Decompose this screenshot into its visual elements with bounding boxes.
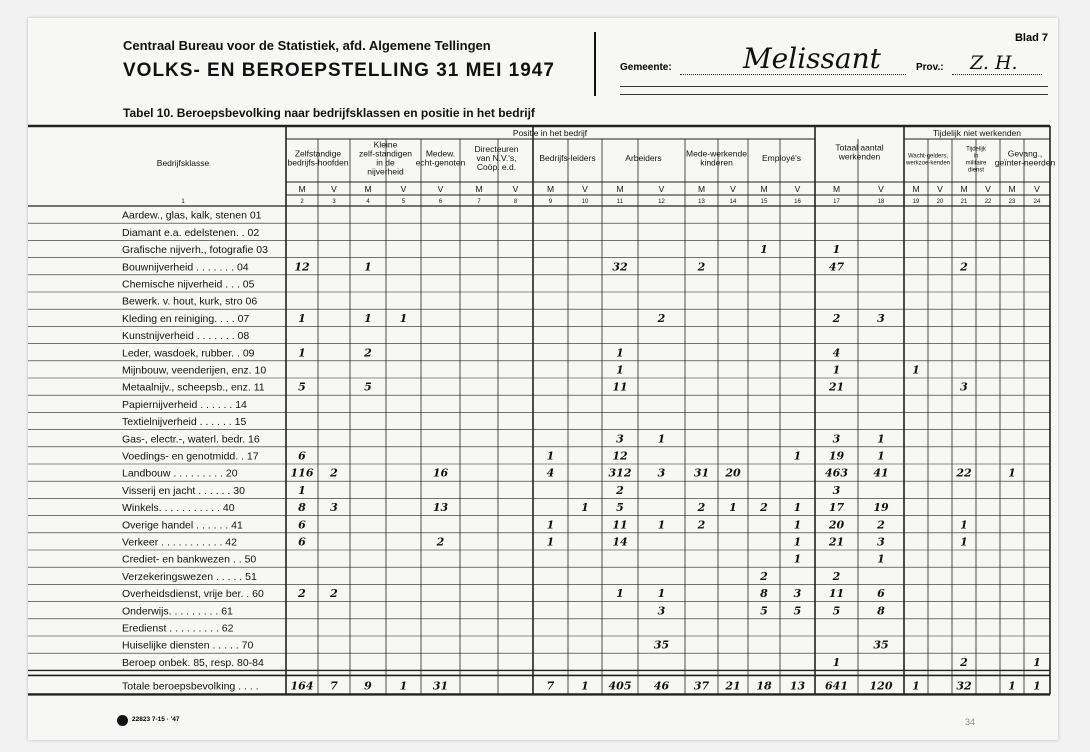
table-grid [28,18,1058,740]
office-heading: Centraal Bureau voor de Statistiek, afd. Algemene Tellingen [123,38,491,53]
row-label: Eredienst . . . . . . . . . 62 [122,622,234,635]
cell-value: 6 [298,449,306,463]
column-group-label-line: Wacht-gelders, [907,153,949,160]
row-label: Winkels. . . . . . . . . . . 40 [122,502,235,515]
totals-value: 7 [330,679,338,693]
totals-value: 1 [581,679,589,693]
column-group-label-line: Zelfstandige [294,148,342,159]
cell-value: 13 [432,501,449,515]
cell-value: 1 [832,655,841,669]
page-note: 34 [965,717,976,727]
sex-subheader: V [730,184,736,194]
census-form-sheet [28,18,1058,740]
column-number: 3 [332,199,336,205]
cell-value: 2 [330,587,338,601]
cell-value: 2 [832,569,841,583]
cell-value: 3 [877,311,885,325]
cell-value: 1 [616,587,624,601]
totals-value: 641 [825,679,848,693]
cell-value: 1 [793,518,802,532]
row-label: Metaalnijv., scheepsb., enz. 11 [122,381,265,394]
sex-subheader: V [437,184,444,194]
sex-subheader: M [298,184,306,194]
row-label: Textielnijverheid . . . . . . 15 [122,416,247,429]
cell-value: 2 [364,346,372,360]
cell-value: 11 [828,587,845,601]
cell-value: 1 [877,432,885,446]
cell-value: 2 [330,466,338,480]
totals-label: Totale beroepsbevolking . . . . [122,680,259,693]
census-title: VOLKS- EN BEROEPSTELLING 31 MEI 1947 [123,60,555,81]
row-label: Chemische nijverheid . . . 05 [122,278,255,291]
cell-value: 2 [697,260,706,274]
column-number: 17 [833,199,840,205]
cell-value: 3 [832,483,841,497]
column-number: 19 [912,199,920,205]
sex-subheader: V [985,184,991,194]
row-label: Visserij en jacht . . . . . . 30 [122,484,245,497]
sex-subheader: V [937,184,943,194]
column-number: 13 [698,199,705,205]
cell-value: 1 [657,432,666,446]
cell-value: 32 [612,260,628,274]
sex-subheader: M [832,184,841,194]
cell-value: 2 [760,569,768,583]
sex-subheader: V [331,184,337,194]
municipality-label: Gemeente: [620,62,672,73]
column-number: 16 [794,199,801,205]
cell-value: 19 [828,449,845,463]
cell-value: 21 [828,535,845,549]
cell-value: 5 [793,604,802,618]
row-label: Crediet- en bankwezen . . 50 [122,553,257,566]
totals-value: 1 [912,679,920,693]
province-value: Z. H. [970,52,1018,74]
cell-value: 31 [693,466,710,480]
sex-subheader: M [616,184,624,194]
column-number: 7 [477,199,481,205]
cell-value: 116 [290,466,314,480]
cell-value: 17 [828,501,845,515]
cell-value: 1 [793,535,802,549]
sex-subheader: V [400,184,407,194]
cell-value: 14 [612,535,628,549]
cell-value: 20 [828,518,845,532]
cell-value: 1 [546,449,555,463]
cell-value: 8 [760,587,768,601]
column-group-label-line: zelf-standigen [359,148,412,159]
cell-value: 1 [616,346,624,360]
cell-value: 16 [432,466,449,480]
cell-value: 2 [832,311,841,325]
column-group-label-line: echt-genoten [415,157,466,168]
column-number: 15 [760,199,768,205]
cell-value: 35 [873,638,889,652]
column-number: 10 [581,199,589,205]
municipality-value: Melissant [743,42,881,75]
totals-value: 164 [290,679,314,693]
sex-subheader: V [658,184,665,194]
column-number: 20 [936,199,944,205]
cell-value: 3 [657,466,666,480]
column-number: 23 [1008,199,1016,205]
sex-subheader: M [475,184,483,194]
cell-value: 1 [912,363,920,377]
province-label: Prov.: [916,62,944,73]
column-group-label-line: Kleine [373,139,398,150]
cell-value: 41 [873,466,889,480]
sex-subheader: M [697,184,706,194]
cell-value: 1 [364,260,372,274]
totals-value: 13 [789,679,806,693]
cell-value: 1 [729,501,737,515]
column-group-label-line: Arbeiders [625,153,662,163]
cell-value: 3 [832,432,841,446]
column-group-label-line: bedrijfs-hoofden [287,157,349,168]
cell-value: 1 [1008,466,1016,480]
sex-subheader: M [1008,184,1016,194]
column-number: 24 [1033,199,1041,205]
cell-value: 1 [616,363,624,377]
publisher-logo-icon [117,715,128,726]
cell-value: 1 [832,363,841,377]
sex-subheader: V [878,184,884,194]
cell-value: 1 [960,535,968,549]
totals-value: 1 [1033,679,1041,693]
totals-value: 405 [608,679,632,693]
column-number: 6 [438,199,443,205]
column-number: 8 [513,199,518,205]
column-number: 2 [300,199,304,205]
column-group-label-line: kinderen [700,157,733,168]
cell-value: 5 [298,380,306,394]
not-working-header: Tijdelijk niet werkenden [932,128,1022,138]
row-label-number: 1 [181,199,185,205]
column-number: 21 [960,199,968,205]
cell-value: 12 [294,260,310,274]
totals-value: 1 [1008,679,1016,693]
sheet-label: Blad 7 [1014,32,1048,44]
cell-value: 1 [298,311,306,325]
cell-value: 20 [725,466,741,480]
row-label-header: Bedrijfsklasse [156,158,210,168]
column-number: 5 [401,199,406,205]
cell-value: 463 [825,466,848,480]
sex-subheader: V [512,184,519,194]
cell-value: 1 [877,552,885,566]
cell-value: 8 [877,604,885,618]
column-group-label-line: Directeuren [474,144,519,154]
sex-subheader: V [1034,184,1040,194]
totals-value: 32 [956,679,972,693]
cell-value: 1 [546,518,555,532]
cell-value: 1 [298,346,306,360]
cell-value: 1 [760,243,768,257]
cell-value: 1 [399,311,408,325]
totals-value: 18 [756,679,772,693]
row-label: Papiernijverheid . . . . . . 14 [122,398,247,411]
sex-subheader: M [960,184,968,194]
row-label: Bouwnijverheid . . . . . . . 04 [122,261,249,274]
sex-subheader: V [582,184,588,194]
cell-value: 1 [877,449,885,463]
column-group-label-line: van N.V.'s, [476,153,517,163]
cell-value: 2 [760,501,768,515]
row-label: Leder, wasdoek, rubber. . 09 [122,347,255,360]
cell-value: 1 [657,587,666,601]
cell-value: 21 [828,380,845,394]
column-group-label-line: werkzoe-kenden [905,160,951,167]
row-label: Landbouw . . . . . . . . . 20 [122,467,238,480]
cell-value: 2 [616,483,624,497]
column-group-label-line: Employé's [762,153,801,163]
cell-value: 1 [298,483,306,497]
cell-value: 6 [298,518,306,532]
row-label: Gas-, electr.-, waterl. bedr. 16 [122,433,260,446]
column-group-label-line: werkenden [838,151,881,162]
cell-value: 2 [697,501,706,515]
cell-value: 5 [832,604,841,618]
column-group-label-line: geïnter-neerden [994,157,1056,168]
totals-value: 37 [693,679,710,693]
column-number: 22 [984,199,992,205]
cell-value: 1 [960,518,968,532]
totals-value: 7 [546,679,555,693]
totals-value: 21 [725,679,741,693]
position-header: Positie in het bedrijf [512,128,588,138]
column-group-label-line: Medew. [425,148,456,159]
column-group-label-line: nijverheid [367,166,404,177]
column-group-label-line: militaire [965,160,987,167]
cell-value: 2 [960,655,968,669]
cell-value: 4 [832,346,841,360]
cell-value: 1 [793,552,802,566]
row-label: Onderwijs. . . . . . . . . 61 [122,605,233,618]
cell-value: 3 [616,432,624,446]
column-group-label-line: dienst [967,167,985,174]
cell-value: 11 [612,380,628,394]
row-label: Bewerk. v. hout, kurk, stro 06 [122,295,258,308]
totals-value: 1 [399,679,408,693]
row-label: Huiselijke diensten . . . . . 70 [122,639,254,652]
cell-value: 5 [760,604,768,618]
cell-value: 6 [877,587,885,601]
cell-value: 5 [616,501,624,515]
column-number: 4 [366,199,370,205]
row-label: Beroep onbek. 85, resp. 80-84 [122,656,264,669]
sex-subheader: V [794,184,801,194]
column-number: 9 [548,199,553,205]
cell-value: 6 [298,535,306,549]
cell-value: 312 [608,466,632,480]
column-group-label-line: Tijdelijk [966,146,986,153]
column-group-label-line: Coöp. e.d. [476,162,517,172]
row-label: Kunstnijverheid . . . . . . . 08 [122,330,250,343]
cell-value: 2 [657,311,666,325]
cell-value: 19 [873,501,889,515]
cell-value: 1 [546,535,555,549]
cell-value: 22 [956,466,972,480]
column-group-label-line: Gevang., [1007,148,1043,159]
cell-value: 1 [364,311,372,325]
sex-subheader: M [364,184,372,194]
totals-value: 31 [432,679,449,693]
row-label: Grafische nijverh., fotografie 03 [122,244,268,257]
sex-subheader: M [546,184,555,194]
cell-value: 1 [1033,655,1041,669]
column-group-label-line: in [973,153,979,160]
cell-value: 11 [612,518,628,532]
column-group-label-line: Totaal aantal [835,142,884,153]
row-label: Kleding en reiniging. . . . 07 [122,312,250,325]
sex-subheader: M [912,184,920,194]
column-group-label-line: in de [376,157,395,168]
column-number: 11 [616,199,624,205]
cell-value: 3 [960,380,968,394]
row-label: Mijnbouw, veenderijen, enz. 10 [122,364,267,377]
cell-value: 2 [960,260,968,274]
cell-value: 3 [657,604,666,618]
cell-value: 3 [877,535,885,549]
cell-value: 1 [657,518,666,532]
row-label: Diamant e.a. edelstenen. . 02 [122,226,260,239]
cell-value: 3 [793,587,802,601]
column-number: 12 [658,199,665,205]
cell-value: 1 [832,243,841,257]
row-label: Verkeer . . . . . . . . . . . 42 [122,536,237,549]
column-group-label-line: Mede-werkende [686,148,747,159]
row-label: Voedings- en genotmidd. . 17 [122,450,259,463]
sex-subheader: M [760,184,768,194]
cell-value: 1 [581,501,589,515]
cell-value: 3 [330,501,338,515]
cell-value: 2 [298,587,306,601]
cell-value: 2 [697,518,706,532]
cell-value: 4 [546,466,555,480]
cell-value: 35 [653,638,670,652]
cell-value: 8 [298,501,306,515]
column-number: 14 [729,199,737,205]
row-label: Overige handel . . . . . . 41 [122,519,243,532]
cell-value: 1 [793,449,802,463]
table-title: Tabel 10. Beroepsbevolking naar bedrijfsklassen en positie in het bedrijf [123,106,535,120]
row-label: Overheidsdienst, vrije ber. . 60 [122,588,264,601]
row-label: Aardew., glas, kalk, stenen 01 [122,209,262,222]
totals-value: 46 [653,679,670,693]
cell-value: 2 [877,518,885,532]
totals-value: 9 [364,679,372,693]
column-group-label-line: Bedrijfs-leiders [539,153,596,163]
cell-value: 1 [793,501,802,515]
totals-value: 120 [869,679,893,693]
row-label: Verzekeringswezen . . . . . 51 [122,570,257,583]
cell-value: 5 [364,380,372,394]
cell-value: 2 [436,535,445,549]
cell-value: 12 [612,449,628,463]
column-number: 18 [877,199,885,205]
print-code: 22823 7-15 · '47 [132,716,180,723]
cell-value: 47 [828,260,845,274]
